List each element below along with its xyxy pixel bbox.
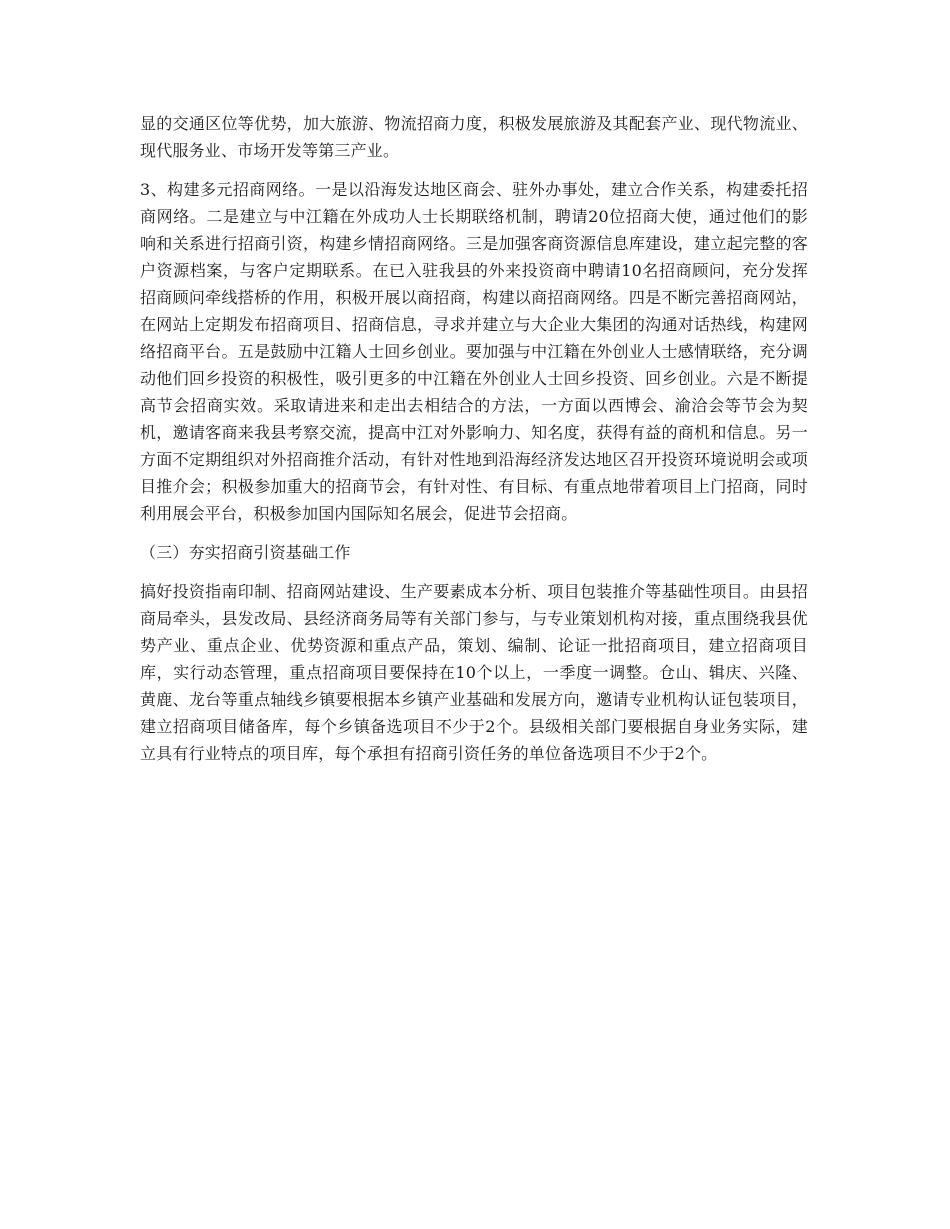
document-page — [140, 110, 808, 779]
section-heading: （三）夯实招商引资基础工作 — [140, 543, 351, 562]
paragraph-build-investment-network: 3、构建多元招商网络。一是以沿海发达地区商会、驻外办事处，建立合作关系，构建委托招商网络。二是建立与中江籍在外成功人士长期联络机制，聘请20位招商大使，通过他们的影响和关系进行招商引资，构建乡情招商网络。三是加强客商资源信息库建设，建立起完整的客户资源档案，与客户定期联系。在已入驻我县的外来投资商中聘请10名招商顾问，充分发挥招商顾问牵线搭桥的作用，积极开展以商招商，构建以商招商网络。四是不断完善招商网站，在网站上定期发布招商项目、招商信息，寻求并建立与大企业大集团的沟通对话热线，构建网络招商平台。五是鼓励中江籍人士回乡创业。要加强与中江籍在外创业人士感情联络，充分调动他们回乡投资的积极性，吸引更多的中江籍在外创业人士回乡投资、回乡创业。六是不断提高节会招商实效。采取请进来和走出去相结合的方法，一方面以西博会、渝洽会等节会为契机，邀请客商来我县考察交流，提高中江对外影响力、知名度，获得有益的商机和信息。另一方面不定期组织对外招商推介活动，有针对性地到沿海经济发达地区召开投资环境说明会或项目推介会；积极参加重大的招商节会，有针对性、有目标、有重点地带着项目上门招商，同时利用展会平台，积极参加国内国际知名展会，促进节会招商。 — [140, 180, 808, 523]
paragraph-foundation-work: 搞好投资指南印制、招商网站建设、生产要素成本分析、项目包装推介等基础性项目。由县招商局牵头，县发改局、县经济商务局等有关部门参与，与专业策划机构对接，重点围绕我县优势产业、重点企业、优势资源和重点产品，策划、编制、论证一批招商项目，建立招商项目库，实行动态管理，重点招商项目要保持在10个以上，一季度一调整。仓山、辑庆、兴隆、黄鹿、龙台等重点轴线乡镇要根据本乡镇产业基础和发展方向，邀请专业机构认证包装项目，建立招商项目储备库，每个乡镇备选项目不少于2个。县级相关部门要根据自身业务实际，建立具有行业特点的项目库，每个承担有招商引资任务的单位备选项目不少于2个。 — [140, 582, 808, 763]
paragraph-intro-continuation: 显的交通区位等优势，加大旅游、物流招商力度，积极发展旅游及其配套产业、现代物流业、现代服务业、市场开发等第三产业。 — [140, 114, 808, 160]
